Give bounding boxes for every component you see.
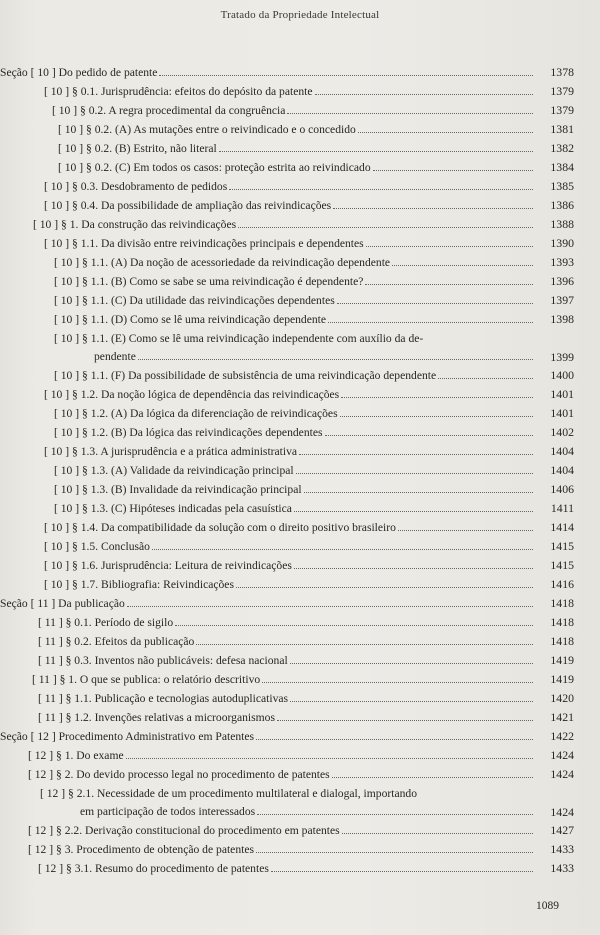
toc-page-number: 1400 <box>550 368 574 382</box>
toc-entry-title <box>38 651 533 670</box>
dot-leader <box>365 272 533 285</box>
toc-entry[interactable] <box>0 575 600 594</box>
toc-page-number: 1399 <box>550 350 574 364</box>
toc-entry-title <box>58 158 533 177</box>
dot-leader <box>392 253 533 266</box>
dot-leader <box>238 215 533 228</box>
dot-leader <box>126 746 533 759</box>
toc-page-number: 1404 <box>550 463 574 477</box>
toc-entry-text: [ 10 ] § 0.2. (B) Estrito, não literal <box>58 142 217 155</box>
toc-entry-text: Seção [ 11 ] Da publicação <box>0 597 125 610</box>
toc-entry-title <box>54 480 533 499</box>
toc-entry[interactable] <box>0 821 600 840</box>
toc-entry-text: [ 10 ] § 0.1. Jurisprudência: efeitos do depósito da patente <box>44 85 313 98</box>
toc-entry[interactable] <box>0 651 600 670</box>
dot-leader <box>262 670 533 683</box>
toc-page-number: 1424 <box>550 805 574 819</box>
toc-page-number: 1381 <box>550 122 574 136</box>
dot-leader <box>256 840 533 853</box>
toc-entry[interactable] <box>0 101 600 120</box>
toc-entry[interactable] <box>0 670 600 689</box>
toc-entry-text: [ 12 ] § 3. Procedimento de obtenção de patentes <box>28 843 255 856</box>
toc-entry-text: Seção [ 12 ] Procedimento Administrativo em Patentes <box>0 730 255 743</box>
toc-page-number: 1401 <box>550 406 574 420</box>
toc-entry-title <box>58 120 533 139</box>
toc-page-number: 1385 <box>550 179 574 193</box>
toc-page-number: 1427 <box>550 823 574 837</box>
toc-entry[interactable] <box>0 727 600 746</box>
toc-entry-title <box>38 613 533 632</box>
toc-entry-title <box>44 196 533 215</box>
dot-leader <box>256 727 533 740</box>
toc-entry[interactable] <box>0 272 600 291</box>
toc-entry[interactable] <box>0 215 600 234</box>
toc-entry-text: [ 11 ] § 1. O que se publica: o relatório descritivo <box>32 673 261 686</box>
toc-page-number: 1388 <box>550 217 574 231</box>
toc-entry-title <box>28 765 533 784</box>
toc-entry-title <box>44 537 533 556</box>
toc-entry-text: [ 11 ] § 1.2. Invenções relativas a microorganismos <box>38 711 275 724</box>
toc-page-number: 1422 <box>550 729 574 743</box>
toc-entry-title <box>54 253 533 272</box>
toc-entry-text: Seção [ 10 ] Do pedido de patente <box>0 66 158 79</box>
toc-entry-text: [ 10 ] § 1.1. Da divisão entre reivindicações principais e dependentes <box>44 237 364 250</box>
dot-leader <box>337 291 533 304</box>
toc-entry[interactable] <box>0 499 600 518</box>
toc-page-number: 1424 <box>550 748 574 762</box>
toc-entry-title <box>54 404 533 423</box>
toc-page-number: 1411 <box>550 501 574 515</box>
toc-entry-title <box>44 518 533 537</box>
toc-entry-title-line2 <box>94 347 533 366</box>
toc-page-number: 1420 <box>550 691 574 705</box>
dot-leader <box>175 613 533 626</box>
toc-entry-title <box>33 215 533 234</box>
dot-leader <box>304 480 533 493</box>
toc-entry-text: [ 11 ] § 0.2. Efeitos da publicação <box>38 635 195 648</box>
toc-entry[interactable] <box>0 423 600 442</box>
toc-entry[interactable] <box>0 765 600 784</box>
toc-entry-text: [ 11 ] § 1.1. Publicação e tecnologias autoduplicativas <box>38 692 289 705</box>
toc-page-number: 1418 <box>550 615 574 629</box>
dot-leader <box>236 575 533 588</box>
toc-entry-title <box>44 234 533 253</box>
toc-entry[interactable] <box>0 158 600 177</box>
toc-entry-text: [ 10 ] § 1.3. (B) Invalidade da reivindicação principal <box>54 483 302 496</box>
toc-entry[interactable] <box>0 461 600 480</box>
toc-page-number: 1404 <box>550 444 574 458</box>
dot-leader <box>229 177 533 190</box>
toc-entry-title <box>54 366 533 385</box>
toc-entry-title <box>44 442 533 461</box>
dot-leader <box>159 63 533 76</box>
dot-leader <box>287 101 533 114</box>
dot-leader <box>257 802 533 815</box>
toc-entry-title <box>40 784 533 803</box>
toc-page-number: 1406 <box>550 482 574 496</box>
toc-page-number: 1414 <box>550 520 574 534</box>
dot-leader <box>398 518 533 531</box>
dot-leader <box>219 139 533 152</box>
toc-entry-text: [ 10 ] § 1.1. (C) Da utilidade das reivindicações dependentes <box>54 294 335 307</box>
toc-entry[interactable] <box>0 177 600 196</box>
toc-entry-text: [ 10 ] § 1.6. Jurisprudência: Leitura de reivindicações <box>44 559 292 572</box>
dot-leader <box>332 765 533 778</box>
toc-entry-title <box>32 670 533 689</box>
toc-entry[interactable] <box>0 689 600 708</box>
toc-entry-text: [ 10 ] § 0.2. (C) Em todos os casos: proteção estrita ao reivindicado <box>58 161 371 174</box>
toc-entry-text: [ 10 ] § 1.1. (D) Como se lê uma reivindicação dependente <box>54 313 327 326</box>
toc-page-number: 1398 <box>550 312 574 326</box>
toc-entry[interactable] <box>0 404 600 423</box>
toc-entry-title <box>54 499 533 518</box>
toc-entry-text: [ 12 ] § 2. Do devido processo legal no procedimento de patentes <box>28 768 330 781</box>
toc-entry[interactable] <box>0 63 600 82</box>
toc-entry[interactable] <box>0 784 600 822</box>
toc-entry-title <box>44 177 533 196</box>
toc-page-number: 1379 <box>550 103 574 117</box>
toc-entry[interactable] <box>0 310 600 329</box>
toc-page-number: 1396 <box>550 274 574 288</box>
toc-entry-text: [ 10 ] § 1.4. Da compatibilidade da solução com o direito positivo brasileiro <box>44 521 396 534</box>
toc-page-number: 1424 <box>550 767 574 781</box>
toc-entry-text: [ 10 ] § 1.5. Conclusão <box>44 540 150 553</box>
toc-entry-title <box>0 594 533 613</box>
toc-entry[interactable] <box>0 746 600 765</box>
toc-entry[interactable] <box>0 253 600 272</box>
dot-leader <box>325 423 534 436</box>
toc-entry-text: [ 10 ] § 1.1. (B) Como se sabe se uma reivindicação é dependente? <box>54 275 364 288</box>
toc-entry-text: [ 10 ] § 1.2. (A) Da lógica da diferenciação de reivindicações <box>54 407 338 420</box>
toc-entry[interactable] <box>0 329 600 367</box>
dot-leader <box>315 82 533 95</box>
toc-entry[interactable] <box>0 234 600 253</box>
dot-leader <box>294 556 533 569</box>
dot-leader <box>296 461 533 474</box>
toc-page-number: 1419 <box>550 672 574 686</box>
dot-leader <box>127 594 533 607</box>
dot-leader <box>340 404 533 417</box>
toc-page-number: 1415 <box>550 539 574 553</box>
toc-page-number: 1433 <box>550 842 574 856</box>
toc-entry[interactable] <box>0 613 600 632</box>
toc-entry-title <box>54 272 533 291</box>
toc-entry[interactable] <box>0 840 600 859</box>
toc-page-number: 1390 <box>550 236 574 250</box>
dot-leader <box>333 196 533 209</box>
toc-entry-title-line1: [ 10 ] § 1.1. (E) Como se lê uma reivindicação independente com auxílio da de- <box>54 332 424 345</box>
toc-entry[interactable] <box>0 708 600 727</box>
toc-entry-title <box>28 821 533 840</box>
toc-page-number: 1393 <box>550 255 574 269</box>
toc-entry[interactable] <box>0 196 600 215</box>
toc-entry-title <box>0 727 533 746</box>
dot-leader <box>290 689 533 702</box>
page-number: 1089 <box>536 900 559 912</box>
toc-entry-title <box>54 329 533 348</box>
toc-entry[interactable] <box>0 139 600 158</box>
toc-page-number: 1402 <box>550 425 574 439</box>
dot-leader <box>277 708 533 721</box>
toc-page-number: 1378 <box>550 65 574 79</box>
toc-entry-title <box>44 575 533 594</box>
dot-leader <box>328 310 533 323</box>
toc-entry-title <box>28 746 533 765</box>
toc-page-number: 1386 <box>550 198 574 212</box>
toc-entry-text: [ 10 ] § 1.1. (F) Da possibilidade de subsistência de uma reivindicação dependente <box>54 369 437 382</box>
dot-leader <box>342 821 533 834</box>
dot-leader <box>294 499 533 512</box>
running-head: Tratado da Propriedade Intelectual <box>220 9 380 21</box>
toc-entry-title <box>38 632 533 651</box>
toc-entry-title <box>54 423 533 442</box>
toc-entry-text: [ 11 ] § 0.3. Inventos não publicáveis: defesa nacional <box>38 654 288 667</box>
toc-page-number: 1415 <box>550 558 574 572</box>
dot-leader <box>138 347 533 360</box>
toc-entry[interactable] <box>0 385 600 404</box>
toc-entry-text: [ 10 ] § 1.3. (A) Validade da reivindicação principal <box>54 464 294 477</box>
toc-entry-text: [ 10 ] § 1.3. A jurisprudência e a prática administrativa <box>44 445 298 458</box>
toc-entry-text: [ 10 ] § 1.1. (A) Da noção de acessoriedade da reivindicação dependente <box>54 256 391 269</box>
dot-leader <box>366 234 533 247</box>
toc-entry-continuation: em participação de todos interessados <box>80 805 256 818</box>
dot-leader <box>373 158 533 171</box>
toc-entry-text: [ 10 ] § 0.4. Da possibilidade de ampliação das reivindicações <box>44 199 332 212</box>
toc-entry-title <box>44 82 533 101</box>
dot-leader <box>271 859 533 872</box>
toc-entry-text: [ 10 ] § 1.3. (C) Hipóteses indicadas pela casuística <box>54 502 292 515</box>
toc-entry[interactable] <box>0 366 600 385</box>
toc-page-number: 1419 <box>550 653 574 667</box>
toc-entry-text: [ 12 ] § 1. Do exame <box>28 749 124 762</box>
toc-entry-title <box>54 310 533 329</box>
toc-entry-title <box>38 689 533 708</box>
toc-entry-continuation: pendente <box>94 350 136 363</box>
toc-entry[interactable] <box>0 518 600 537</box>
toc-entry-text: [ 10 ] § 0.2. A regra procedimental da congruência <box>52 104 286 117</box>
toc-entry-title-line1: [ 12 ] § 2.1. Necessidade de um procedimento multilateral e dialogal, importando <box>40 787 418 800</box>
dot-leader <box>299 442 533 455</box>
toc-entry-text: [ 10 ] § 0.3. Desdobramento de pedidos <box>44 180 228 193</box>
toc-entry-title <box>52 101 533 120</box>
toc-entry[interactable] <box>0 859 600 878</box>
toc-page-number: 1379 <box>550 84 574 98</box>
dot-leader <box>341 385 533 398</box>
dot-leader <box>152 537 533 550</box>
toc-entry-title <box>0 63 533 82</box>
toc-entry[interactable] <box>0 291 600 310</box>
toc-entry[interactable] <box>0 632 600 651</box>
toc-page-number: 1397 <box>550 293 574 307</box>
toc-page-number: 1421 <box>550 710 574 724</box>
toc-entry[interactable] <box>0 442 600 461</box>
toc-entry-title <box>58 139 533 158</box>
toc-entry-title <box>44 385 533 404</box>
toc-page-number: 1416 <box>550 577 574 591</box>
toc-entry[interactable] <box>0 120 600 139</box>
toc-page-number: 1433 <box>550 861 574 875</box>
toc-entry-text: [ 12 ] § 2.2. Derivação constitucional do procedimento em patentes <box>28 824 340 837</box>
toc-entry[interactable] <box>0 82 600 101</box>
toc-entry-text: [ 10 ] § 1. Da construção das reivindicações <box>33 218 237 231</box>
toc-entry[interactable] <box>0 594 600 613</box>
toc-entry-title <box>54 461 533 480</box>
toc-entry[interactable] <box>0 537 600 556</box>
toc-entry-text: [ 11 ] § 0.1. Período de sigilo <box>38 616 174 629</box>
toc-entry-title <box>28 840 533 859</box>
toc-entry-title <box>44 556 533 575</box>
toc-entry-title <box>38 859 533 878</box>
dot-leader <box>290 651 533 664</box>
toc-entry[interactable] <box>0 556 600 575</box>
toc-page-number: 1418 <box>550 596 574 610</box>
toc-entry-title <box>38 708 533 727</box>
dot-leader <box>196 632 533 645</box>
toc-page-number: 1418 <box>550 634 574 648</box>
toc-entry-title <box>54 291 533 310</box>
toc-entry-text: [ 12 ] § 3.1. Resumo do procedimento de patentes <box>38 862 269 875</box>
toc-entry-text: [ 10 ] § 1.2. Da noção lógica de dependência das reivindicações <box>44 388 340 401</box>
toc-entry-text: [ 10 ] § 0.2. (A) As mutações entre o reivindicado e o concedido <box>58 123 356 136</box>
toc-entry-text: [ 10 ] § 1.2. (B) Da lógica das reivindicações dependentes <box>54 426 323 439</box>
dot-leader <box>438 366 533 379</box>
toc-entry[interactable] <box>0 480 600 499</box>
toc-entry-title-line2 <box>80 802 533 821</box>
toc-page-number: 1382 <box>550 141 574 155</box>
toc-entry-text: [ 10 ] § 1.7. Bibliografia: Reivindicações <box>44 578 234 591</box>
toc-page-number: 1401 <box>550 387 574 401</box>
dot-leader <box>358 120 533 133</box>
toc-page-number: 1384 <box>550 160 574 174</box>
